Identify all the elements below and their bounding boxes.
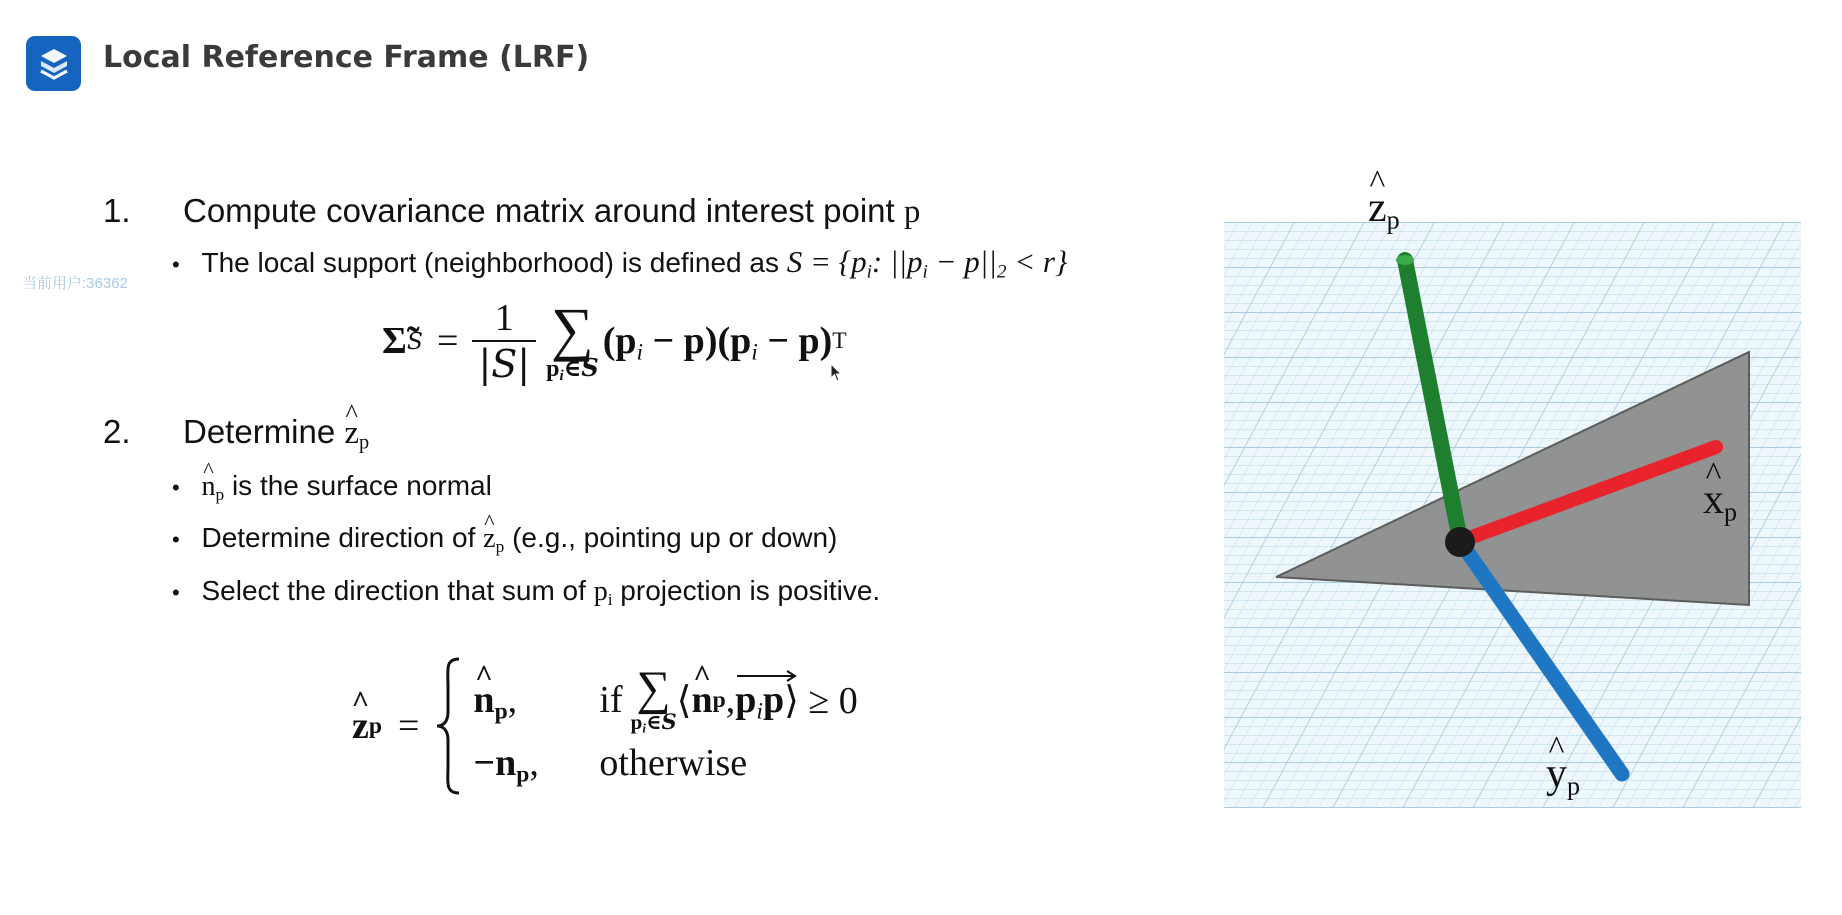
piecewise-formula: ^ z p = ^ $n_p$, if ∑ $p_i\in S$ ⟨ ^ n p , $p_ip$ ⟩ ≥ 0 $-n_p$, otherwise: [352, 656, 858, 796]
bullet-dot: •: [172, 475, 180, 500]
support-definition: $S = \{p_i$: $||p_i - p||_2 < r$}: [786, 244, 1068, 283]
vector-arrow-icon: [735, 670, 799, 682]
bullet-dot: •: [172, 580, 180, 605]
summation: ∑ $p_i\in S$: [630, 662, 677, 736]
bullet-dot: •: [172, 527, 180, 552]
mouse-cursor-icon: [830, 363, 844, 383]
case-row-negative: $-n_p$, otherwise: [473, 741, 748, 788]
list-item: • The local support (neighborhood) is defined as $S = \{p_i$: $||p_i - p||_2 < r$}: [172, 244, 1068, 283]
fraction: $\frac{1}{|S|}$: [472, 296, 536, 386]
case-row-positive: ^ $n_p$, if ∑ $p_i\in S$ ⟨ ^ n p , $p_ip$ ⟩ ≥ 0: [473, 667, 857, 732]
list-item: • Determine direction of ^ $z_p$ (e.g., pointing up or down): [172, 522, 837, 555]
user-watermark: 当前用户:36362: [22, 275, 128, 292]
bullet-dot: •: [172, 252, 180, 277]
section-title: Determine ^ $z_p$: [183, 413, 369, 452]
section-title: Compute covariance matrix around interest point p: [183, 192, 921, 230]
list-item: • Select the direction that sum of $p_i$ projection is positive.: [172, 575, 881, 609]
logo: [26, 36, 81, 91]
brace-icon: [435, 656, 461, 796]
z-axis-label: ^ $z_p$: [1368, 184, 1400, 232]
logo-icon: [36, 46, 72, 82]
section-number: 1.: [103, 192, 131, 229]
vector-pip: $p_ip$: [735, 678, 784, 722]
page-title: Local Reference Frame (LRF): [103, 40, 590, 75]
section-number: 2.: [103, 413, 131, 450]
covariance-formula: Σ̃ S = $\frac{1}{|S|}$ ∑ $p_i\in S$ $(p_i - p)(p_i - p)$ T: [382, 295, 847, 386]
y-axis-label: ^ $y_p$: [1546, 750, 1580, 798]
covariance-body: $(p_i - p)(p_i - p)$: [602, 320, 833, 366]
x-axis-label: ^ $x_p$: [1703, 476, 1737, 524]
summation: ∑ $p_i\in S$: [546, 295, 599, 384]
interest-point: [1445, 527, 1475, 557]
list-item: • ^ $n_p$ is the surface normal: [172, 470, 492, 503]
